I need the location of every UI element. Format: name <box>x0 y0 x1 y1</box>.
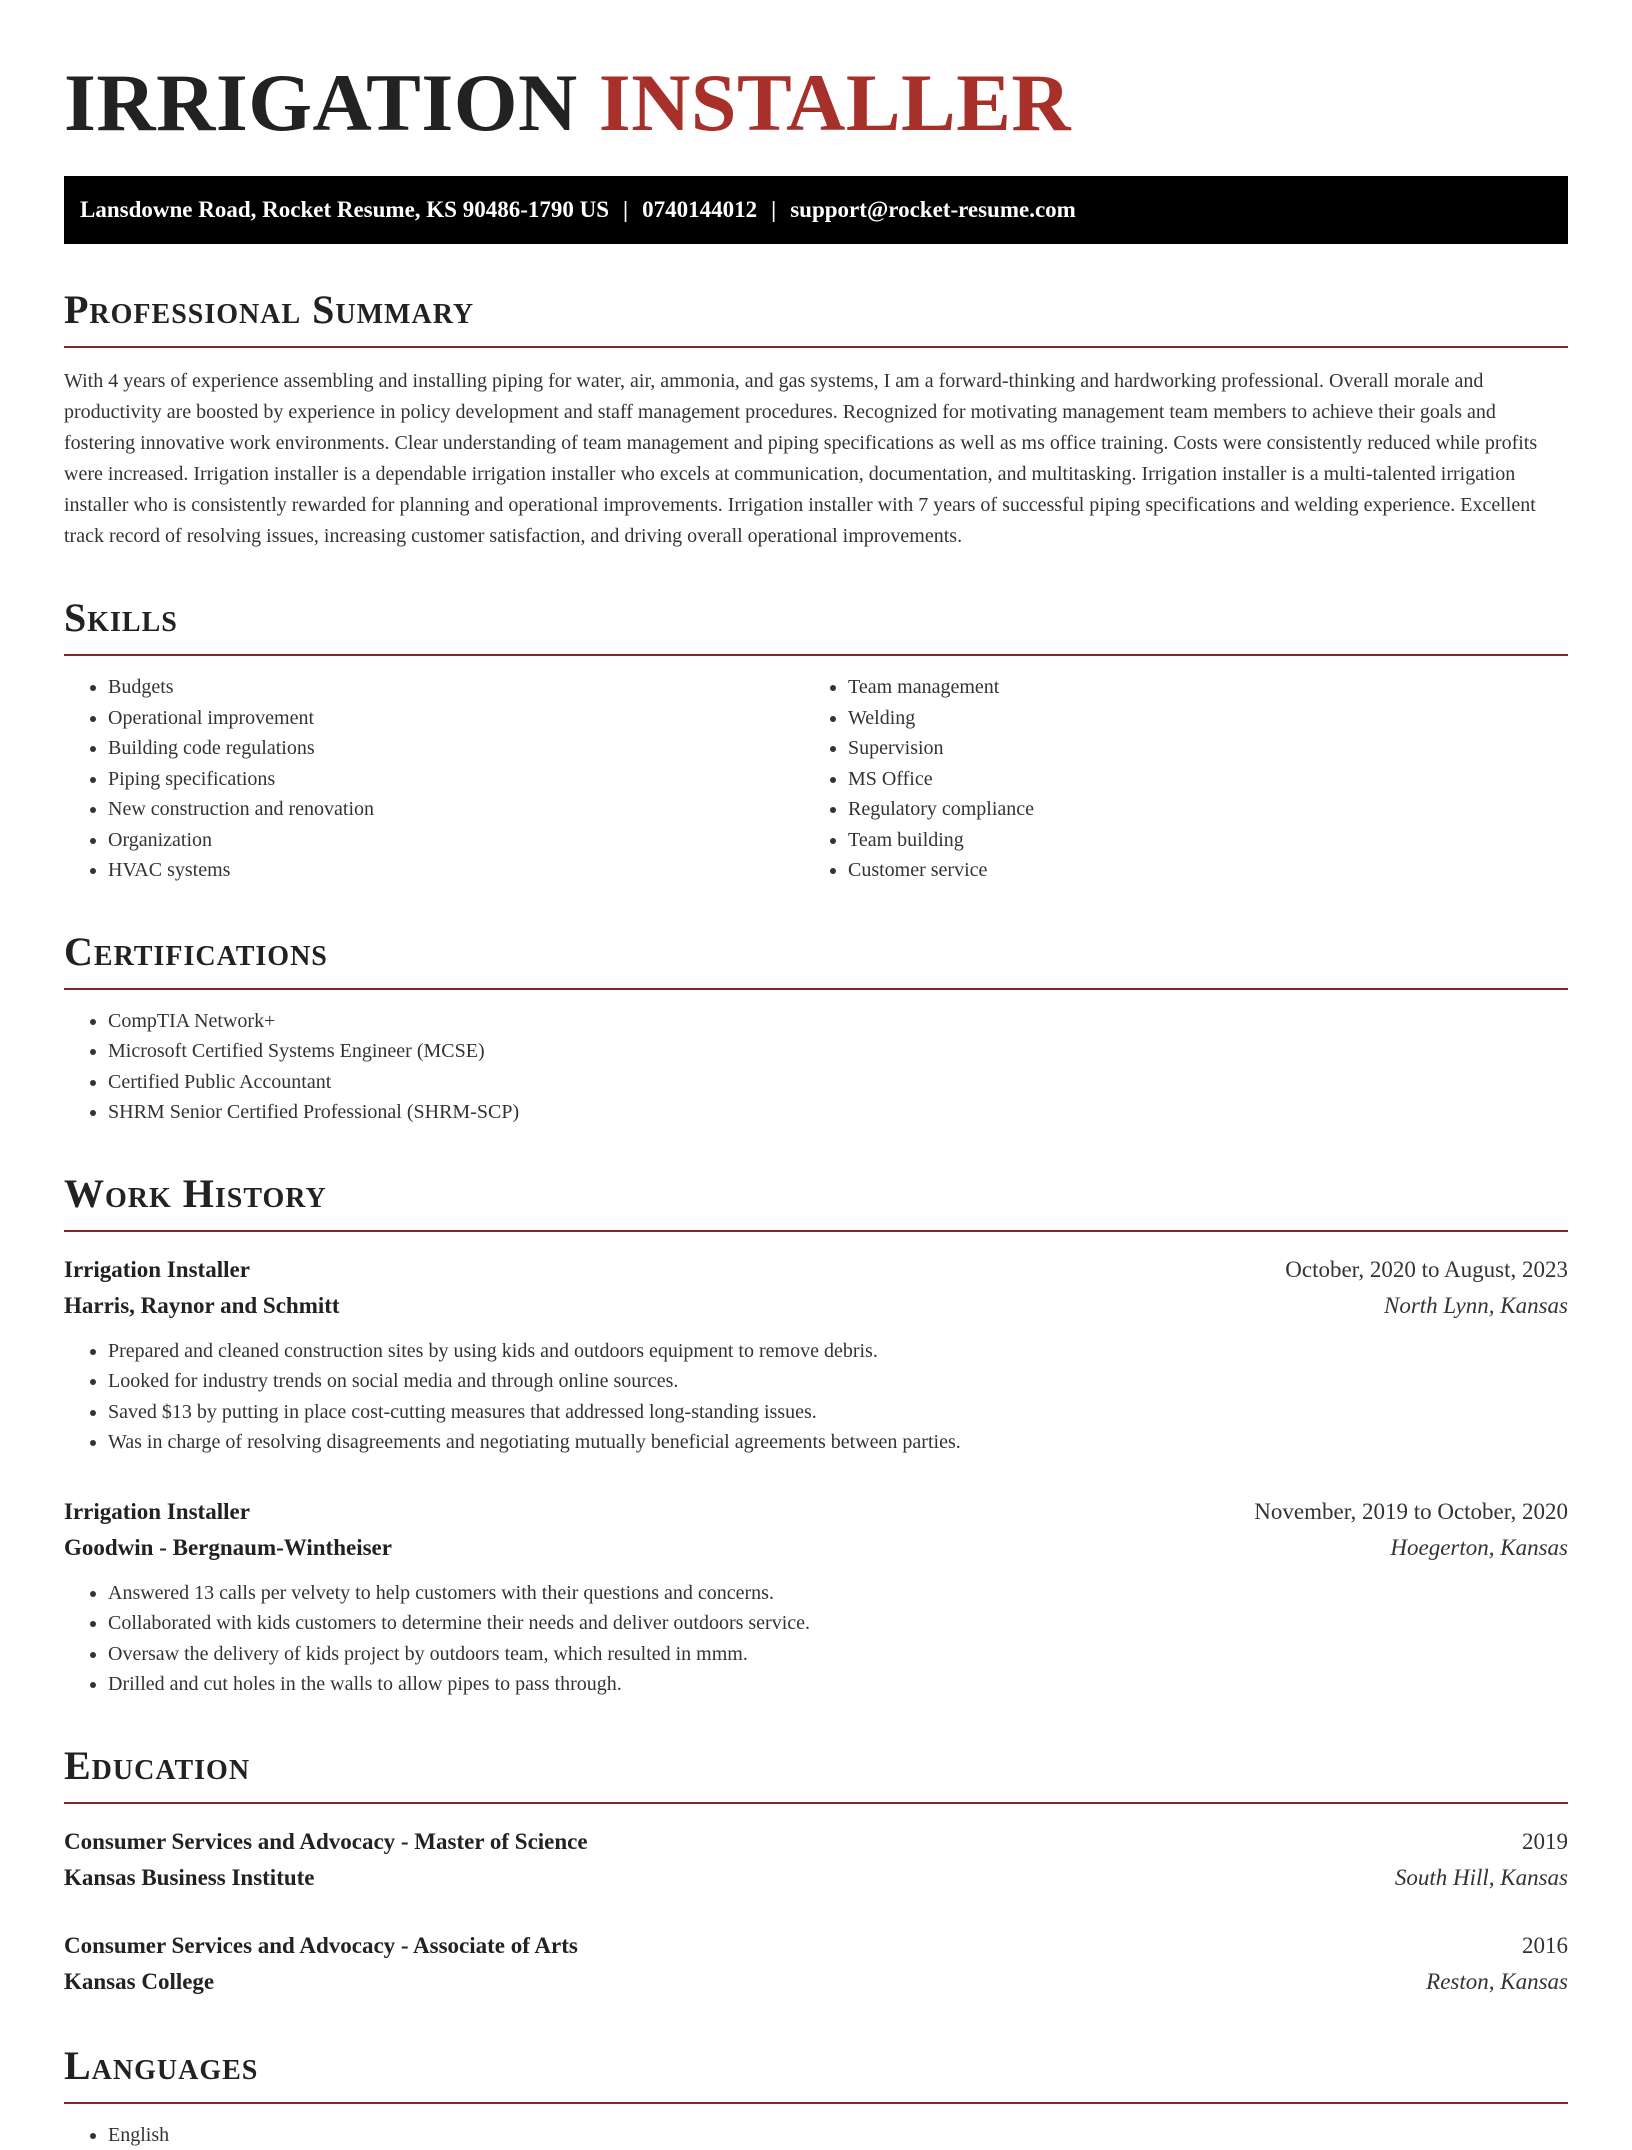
job-bullets <box>64 1578 1568 1700</box>
job-bullet: • Was in charge of resolving disagreements and negotiating mutually beneficial agreements between parties. <box>108 1427 1568 1458</box>
skills-columns <box>64 656 1568 886</box>
contact-separator: | <box>609 197 642 222</box>
certifications-section <box>64 930 1568 1128</box>
skills-list-right <box>804 672 1544 886</box>
summary-section <box>64 288 1568 552</box>
languages-list <box>64 2120 1568 2150</box>
title-second-word: INSTALLER <box>599 57 1071 148</box>
job-location: Hoegerton, Kansas <box>1390 1530 1568 1566</box>
job-company: Goodwin - Bergnaum-Wintheiser <box>64 1530 392 1566</box>
job-bullet: • Saved $13 by putting in place cost-cutting measures that addressed long-standing issues. <box>108 1397 1568 1428</box>
job-company-row <box>64 1288 1568 1324</box>
work-history-section <box>64 1172 1568 1700</box>
summary-text: With 4 years of experience assembling and installing piping for water, air, ammonia, and gas systems, I am a forward-thinking and hardworking professional. Overall morale and productivity are boosted by experience in policy development and staff management procedures. Recognized for motivating management team members to achieve their goals and fostering innovative work environments. Clear understanding of team management and piping specifications as well as ms office training. Costs were consistently reduced while profits were increased. Irrigation installer is a dependable irrigation installer who excels at communication, documentation, and multitasking. Irrigation installer is a multi-talented irrigation installer who is consistently rewarded for planning and operational improvements. Irrigation installer with 7 years of successful piping specifications and welding experience. Excellent track record of resolving issues, increasing customer satisfaction, and driving overall operational improvements. <box>64 366 1568 552</box>
job-bullet: • Collaborated with kids customers to determine their needs and deliver outdoors service. <box>108 1608 1568 1639</box>
certification-item: • CompTIA Network+ <box>108 1006 1568 1037</box>
section-heading-work-history: Work History <box>64 1172 1568 1232</box>
skill-item: • Customer service <box>848 855 1544 886</box>
job-company: Harris, Raynor and Schmitt <box>64 1288 340 1324</box>
education-school: Kansas College <box>64 1964 214 2000</box>
certification-item: • SHRM Senior Certified Professional (SHRM-SCP) <box>108 1097 1568 1128</box>
education-school: Kansas Business Institute <box>64 1860 315 1896</box>
skill-item: • Building code regulations <box>108 733 804 764</box>
job-role: Irrigation Installer <box>64 1494 250 1530</box>
contact-email[interactable]: support@rocket-resume.com <box>790 197 1076 222</box>
job-bullets <box>64 1336 1568 1458</box>
language-item: • English <box>108 2120 1568 2150</box>
job-entry <box>64 1252 1568 1458</box>
contact-separator: | <box>757 197 790 222</box>
education-year: 2016 <box>1522 1928 1568 1964</box>
skill-item: • Supervision <box>848 733 1544 764</box>
job-bullet: • Answered 13 calls per velvety to help customers with their questions and concerns. <box>108 1578 1568 1609</box>
job-bullet: • Prepared and cleaned construction sites by using kids and outdoors equipment to remove debris. <box>108 1336 1568 1367</box>
skill-item: • MS Office <box>848 764 1544 795</box>
education-school-row <box>64 1964 1568 2000</box>
skills-list-left <box>64 672 804 886</box>
section-heading-skills: Skills <box>64 596 1568 656</box>
skill-item: • Team management <box>848 672 1544 703</box>
skills-column-right <box>804 656 1544 886</box>
education-entry <box>64 1824 1568 1896</box>
education-degree: Consumer Services and Advocacy - Associate of Arts <box>64 1928 578 1964</box>
section-heading-summary: Professional Summary <box>64 288 1568 348</box>
job-header-row <box>64 1252 1568 1288</box>
job-bullet: • Looked for industry trends on social media and through online sources. <box>108 1366 1568 1397</box>
education-year: 2019 <box>1522 1824 1568 1860</box>
section-heading-certifications: Certifications <box>64 930 1568 990</box>
skill-item: • Operational improvement <box>108 703 804 734</box>
contact-bar <box>64 176 1568 244</box>
skill-item: • New construction and renovation <box>108 794 804 825</box>
skills-column-left <box>64 656 804 886</box>
job-dates: October, 2020 to August, 2023 <box>1285 1252 1568 1288</box>
skill-item: • Budgets <box>108 672 804 703</box>
education-entry <box>64 1928 1568 2000</box>
job-bullet: • Drilled and cut holes in the walls to allow pipes to pass through. <box>108 1669 1568 1700</box>
education-header-row <box>64 1824 1568 1860</box>
title-first-word: IRRIGATION <box>64 57 578 148</box>
skills-section <box>64 596 1568 886</box>
education-header-row <box>64 1928 1568 1964</box>
job-role: Irrigation Installer <box>64 1252 250 1288</box>
skill-item: • Piping specifications <box>108 764 804 795</box>
section-heading-education: Education <box>64 1744 1568 1804</box>
skill-item: • Organization <box>108 825 804 856</box>
job-bullet: • Oversaw the delivery of kids project by outdoors team, which resulted in mmm. <box>108 1639 1568 1670</box>
languages-section <box>64 2044 1568 2150</box>
job-header-row <box>64 1494 1568 1530</box>
skill-item: • Team building <box>848 825 1544 856</box>
education-degree: Consumer Services and Advocacy - Master of Science <box>64 1824 588 1860</box>
contact-address: Lansdowne Road, Rocket Resume, KS 90486-1790 US <box>80 197 609 222</box>
certification-item: • Microsoft Certified Systems Engineer (MCSE) <box>108 1036 1568 1067</box>
contact-phone: 0740144012 <box>642 197 757 222</box>
education-section <box>64 1744 1568 2000</box>
education-location: Reston, Kansas <box>1426 1964 1568 2000</box>
job-company-row <box>64 1530 1568 1566</box>
certifications-list <box>64 1006 1568 1128</box>
job-location: North Lynn, Kansas <box>1384 1288 1568 1324</box>
education-school-row <box>64 1860 1568 1896</box>
skill-item: • HVAC systems <box>108 855 804 886</box>
skill-item: • Welding <box>848 703 1544 734</box>
resume-title <box>64 0 1568 148</box>
job-dates: November, 2019 to October, 2020 <box>1254 1494 1568 1530</box>
certification-item: • Certified Public Accountant <box>108 1067 1568 1098</box>
education-location: South Hill, Kansas <box>1395 1860 1568 1896</box>
skill-item: • Regulatory compliance <box>848 794 1544 825</box>
job-entry <box>64 1494 1568 1700</box>
section-heading-languages: Languages <box>64 2044 1568 2104</box>
